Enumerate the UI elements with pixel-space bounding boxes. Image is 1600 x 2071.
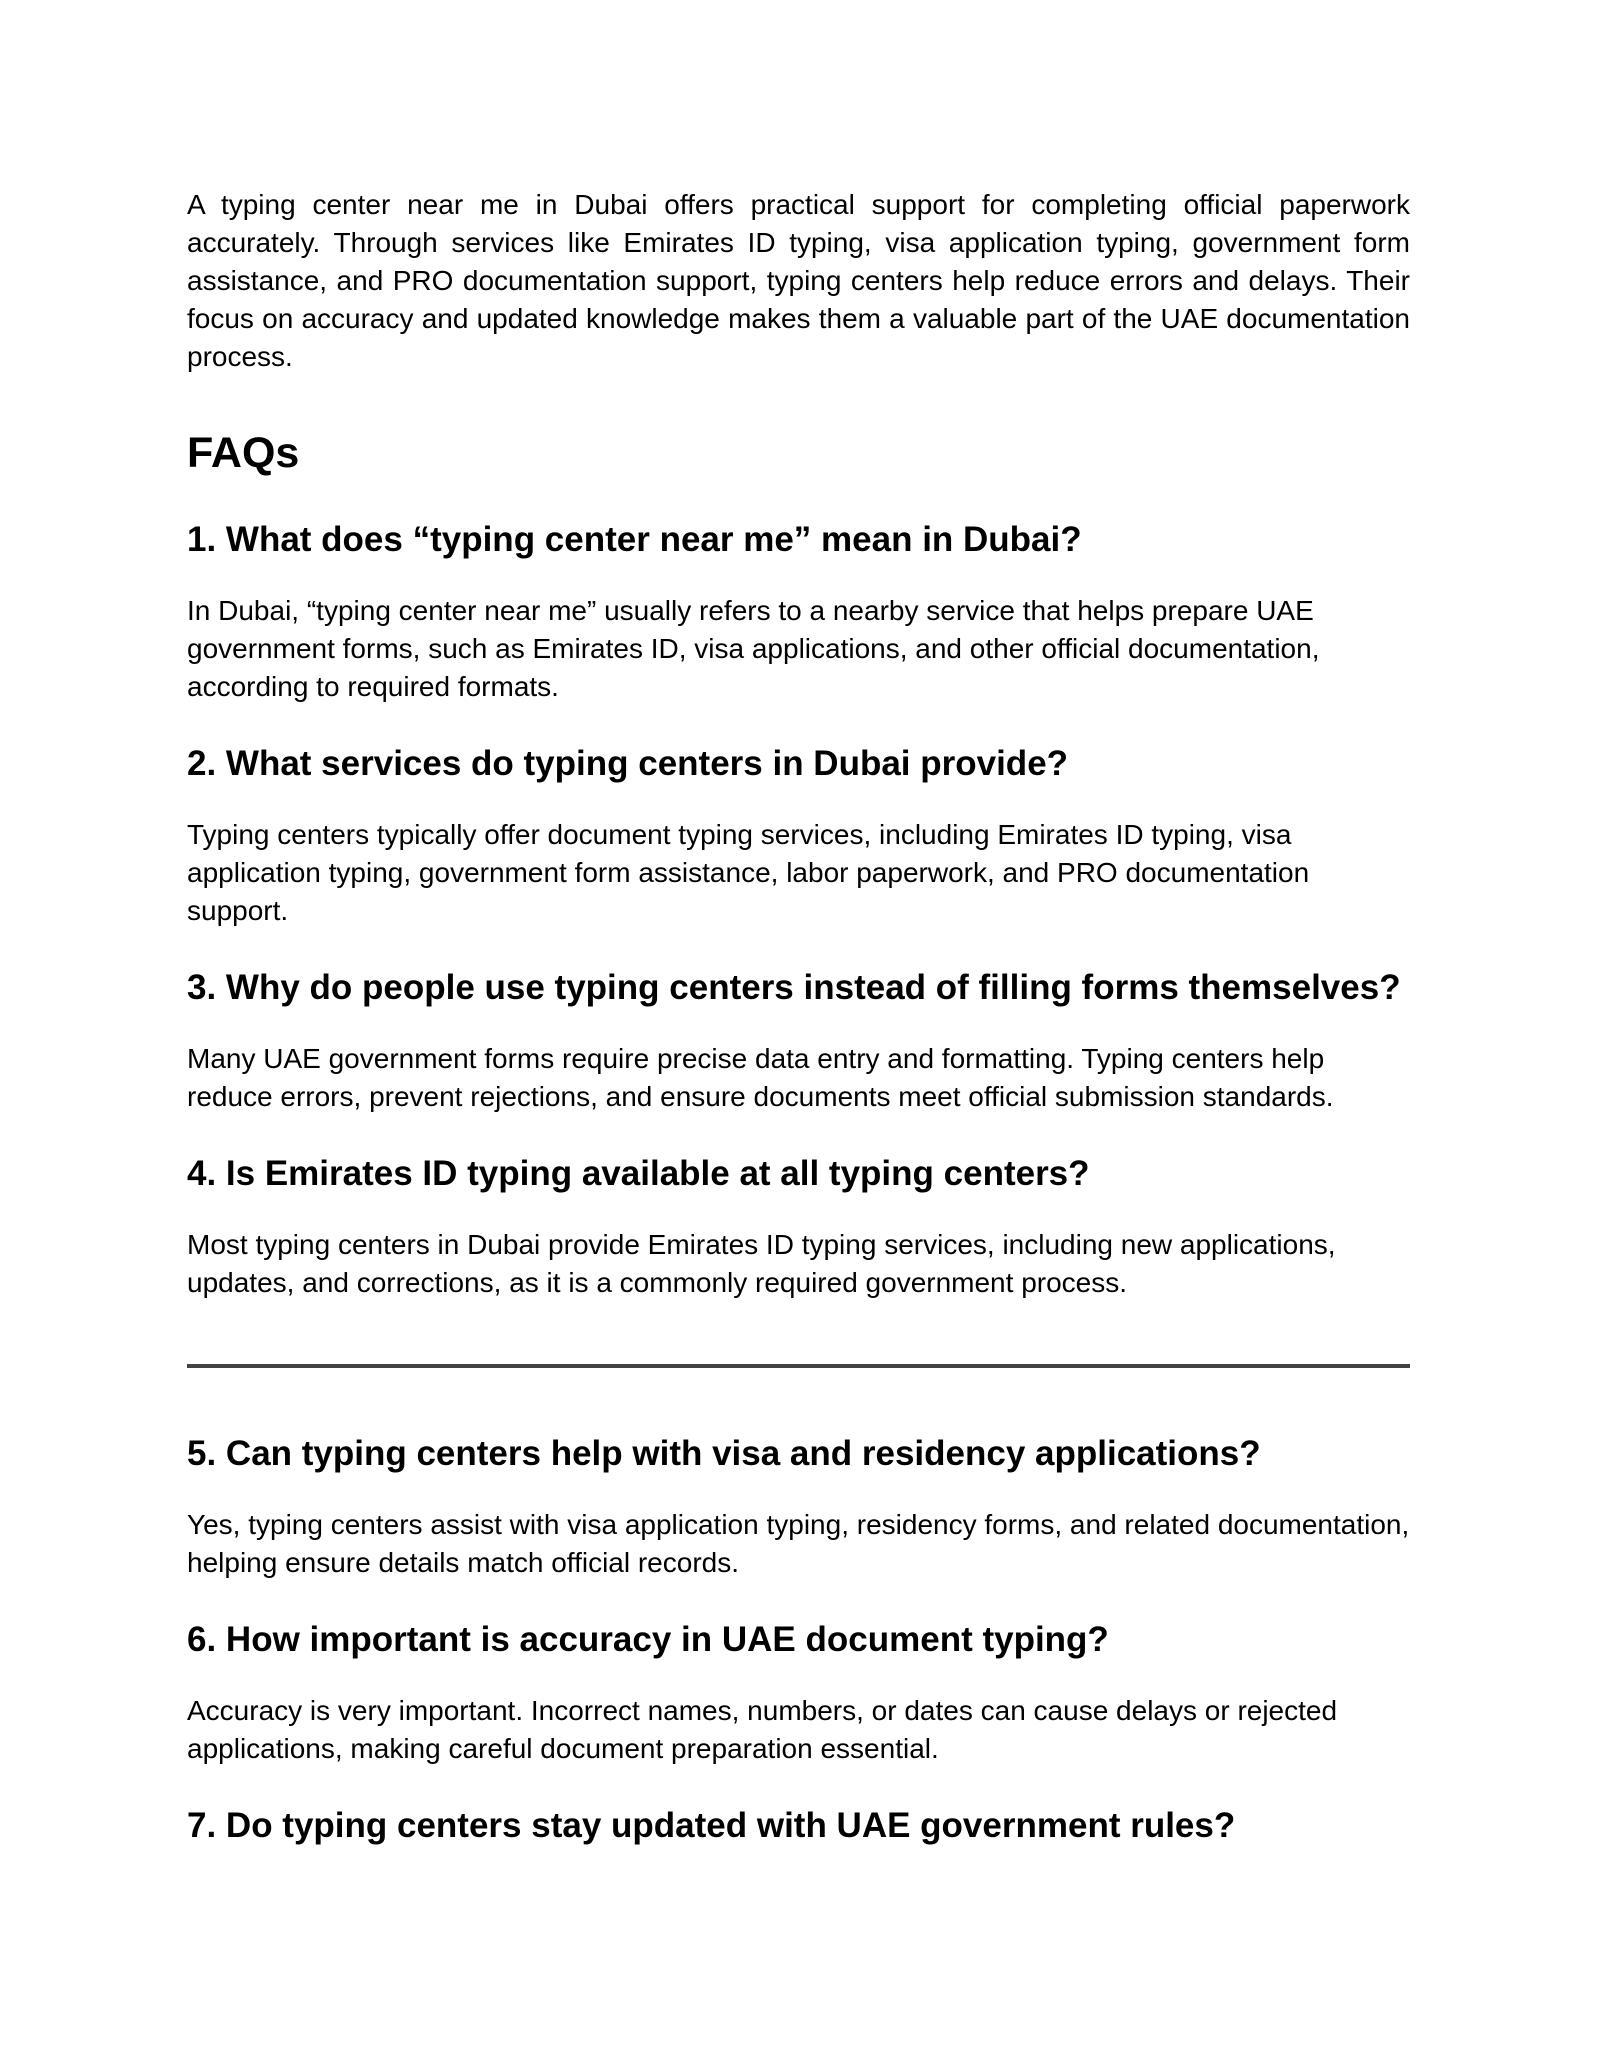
- faq-question: 3. Why do people use typing centers instead of filling forms themselves?: [187, 968, 1401, 1007]
- faq-question: 5. Can typing centers help with visa and residency applications?: [187, 1434, 1261, 1473]
- faq-answer: Most typing centers in Dubai provide Emirates ID typing services, including new applications, updates, and corrections, as it is a commonly required government process.: [187, 1229, 1336, 1298]
- faq-answer: In Dubai, “typing center near me” usually refers to a nearby service that helps prepare UAE government forms, such as Emirates ID, visa applications, and other official documentation, according to required formats.: [187, 595, 1320, 702]
- faq-question: 2. What services do typing centers in Dubai provide?: [187, 744, 1069, 783]
- faq-answer: Accuracy is very important. Incorrect names, numbers, or dates can cause delays or rejected applications, making careful document preparation essential.: [187, 1695, 1338, 1764]
- horizontal-divider: [187, 1364, 1410, 1368]
- faq-question: 1. What does “typing center near me” mean in Dubai?: [187, 520, 1082, 559]
- faq-answer: Many UAE government forms require precise data entry and formatting. Typing centers help reduce errors, prevent rejections, and ensure documents meet official submission standards.: [187, 1043, 1334, 1112]
- faq-answer: Yes, typing centers assist with visa application typing, residency forms, and related documentation, helping ensure details match official records.: [187, 1509, 1410, 1578]
- faqs-heading: FAQs: [187, 429, 300, 477]
- faq-question: 4. Is Emirates ID typing available at all typing centers?: [187, 1154, 1090, 1193]
- intro-paragraph: A typing center near me in Dubai offers practical support for completing official paperwork accurately. Through services like Emirates ID typing, visa application typing, government form assistance, and PRO documentation support, typing centers help reduce errors and delays. Their focus on accuracy and updated knowledge makes them a valuable part of the UAE documentation process.: [187, 189, 1410, 372]
- faq-list: [187, 516, 1410, 1850]
- faq-question: 6. How important is accuracy in UAE document typing?: [187, 1620, 1109, 1659]
- faq-answer: Typing centers typically offer document typing services, including Emirates ID typing, visa application typing, government form assistance, labor paperwork, and PRO documentation support.: [187, 819, 1310, 926]
- faq-question: 7. Do typing centers stay updated with UAE government rules?: [187, 1806, 1236, 1845]
